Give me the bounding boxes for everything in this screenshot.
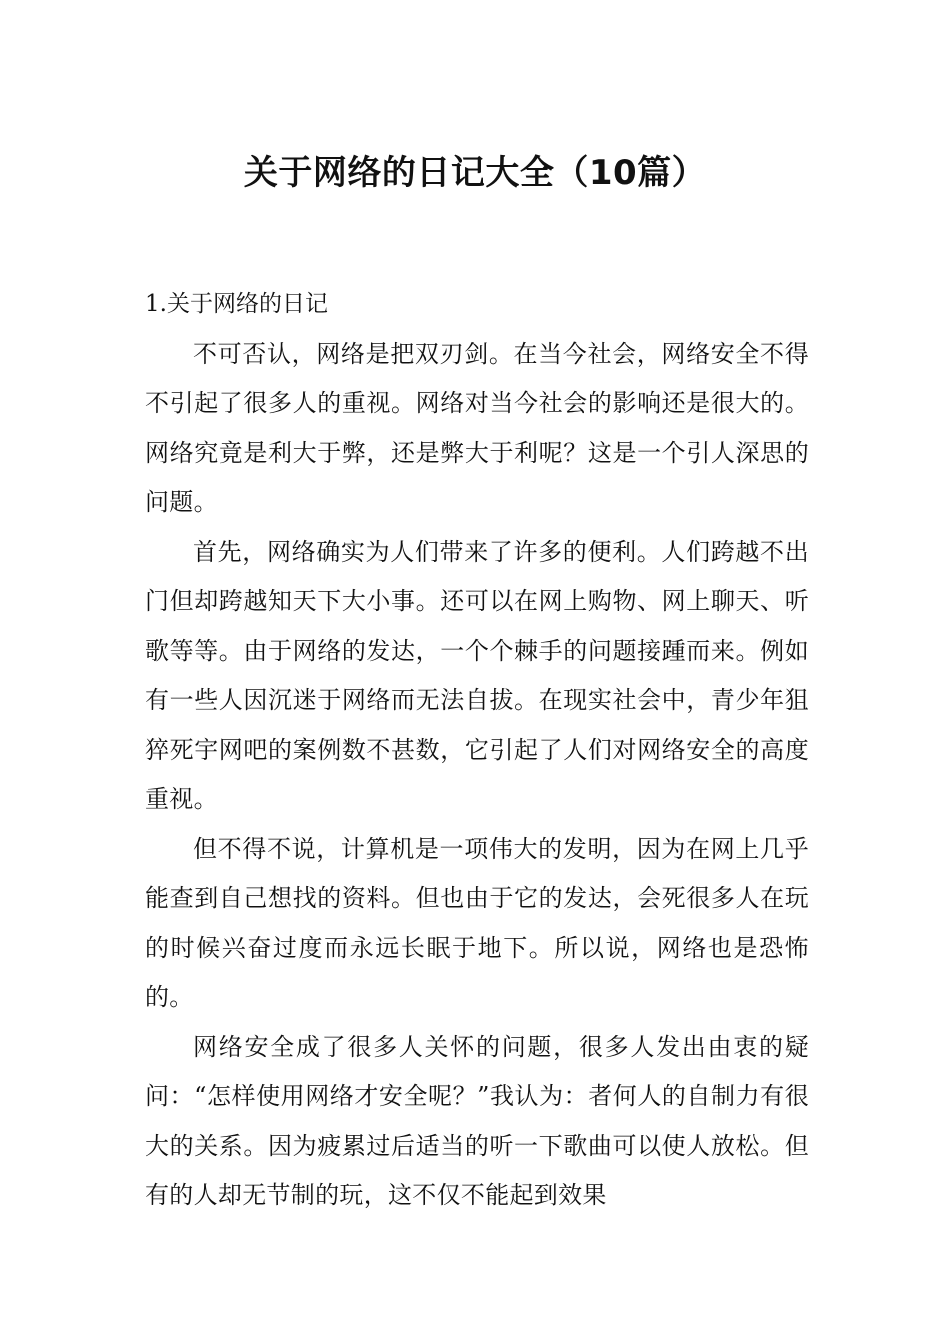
paragraph-2: 首先，网络确实为人们带来了许多的便利。人们跨越不出门但却跨越知天下大小事。还可以在网上购物、网上聊天、听歌等等。由于网络的发达，一个个棘手的问题接踵而来。例如有一些人因沉迷于网络而无法自拔。在现实社会中，青少年狙猝死宇网吧的案例数不甚数，它引起了人们对网络安全的高度重视。 [145,537,809,813]
section-heading: 1.关于网络的日记 [145,291,328,317]
paragraph-3: 但不得不说，计算机是一项伟大的发明，因为在网上几乎能查到自己想找的资料。但也由于它的发达，会死很多人在玩的时候兴奋过度而永远长眠于地下。所以说，网络也是恐怖的。 [145,834,809,1011]
paragraph-4: 网络安全成了很多人关怀的问题，很多人发出由衷的疑问：“怎样使用网络才安全呢？”我认为：者何人的自制力有很大的关系。因为疲累过后适当的听一下歌曲可以使人放松。但有的人却无节制的玩，这不仅不能起到效果 [145,1032,809,1209]
paragraph-1: 不可否认，网络是把双刃剑。在当今社会，网络安全不得不引起了很多人的重视。网络对当今社会的影响还是很大的。网络究竟是利大于弊，还是弊大于利呢？这是一个引人深思的问题。 [145,339,809,516]
document-body [145,280,809,1221]
document-title: 关于网络的日记大全（10篇） [243,152,707,193]
